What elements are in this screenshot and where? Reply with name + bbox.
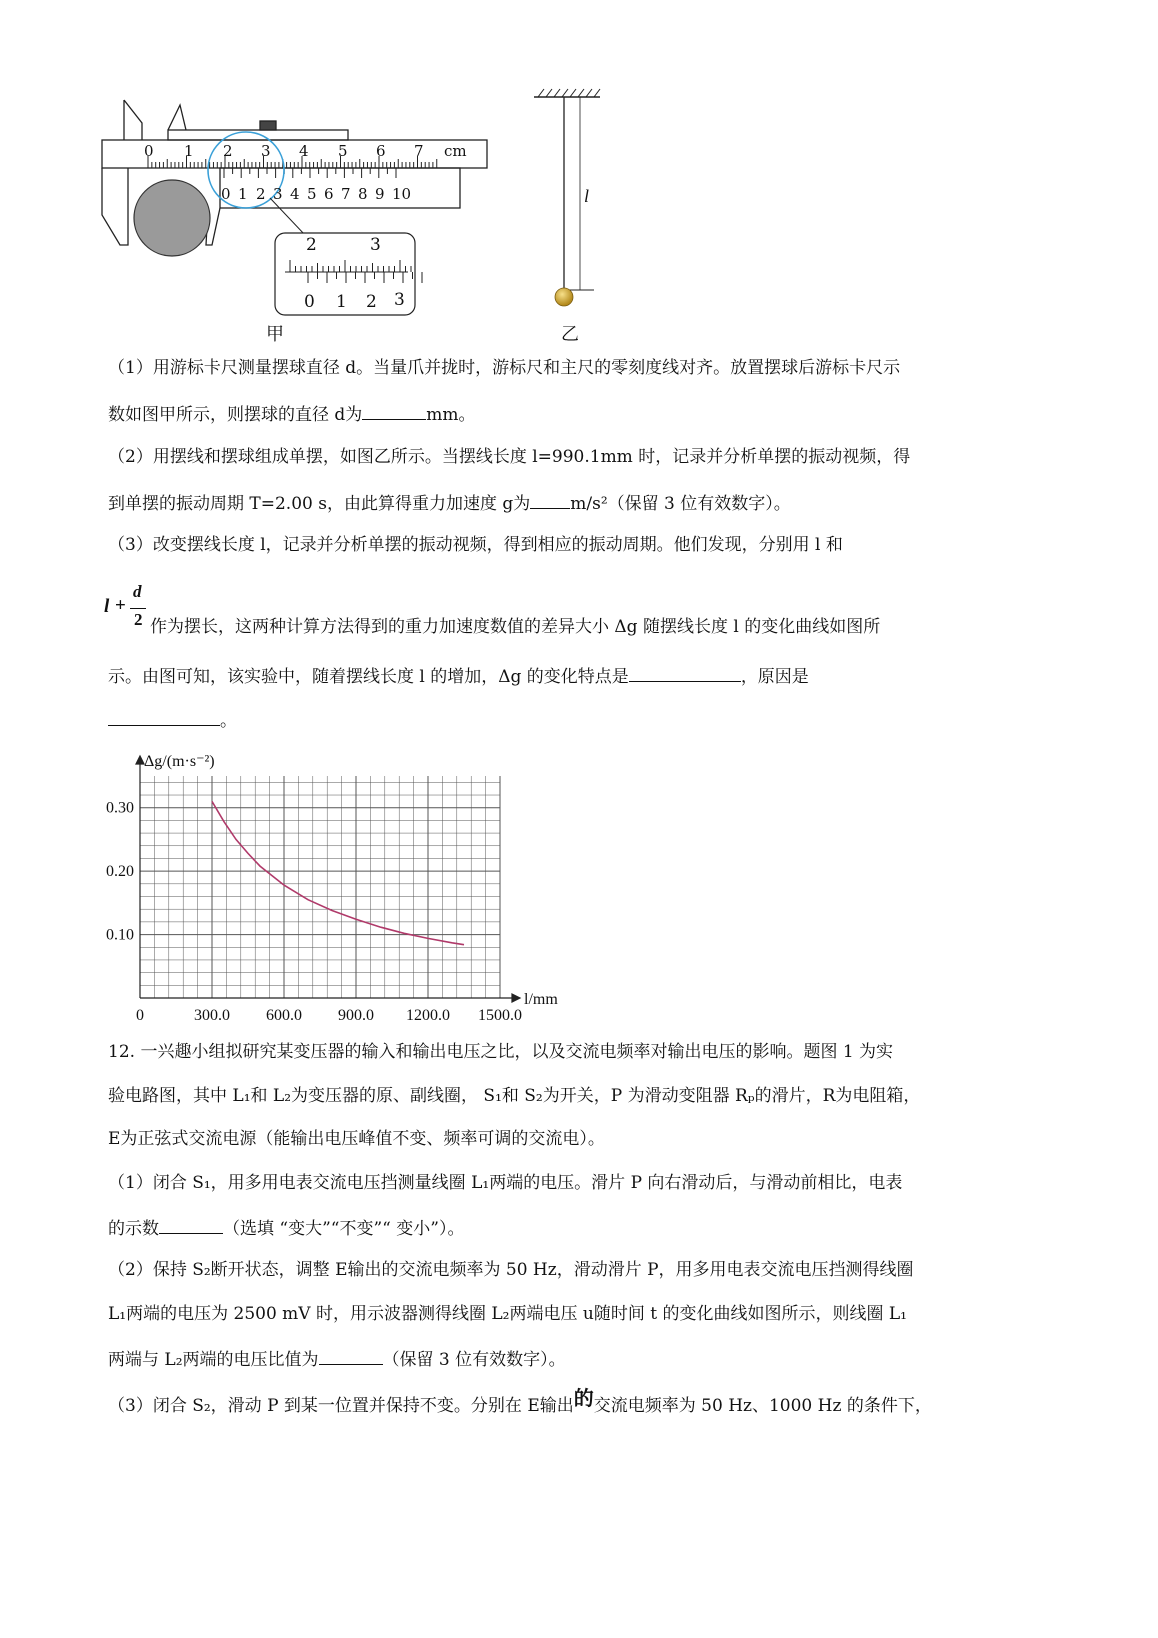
x-tick-label: 1200.0 xyxy=(406,1007,450,1024)
vernier-1: 1 xyxy=(238,185,248,203)
answer-blank-diameter[interactable] xyxy=(362,401,426,420)
main-scale-unit: cm xyxy=(444,142,467,160)
x-tick-label: 600.0 xyxy=(266,1007,302,1024)
ball-image xyxy=(134,180,210,256)
x-tick-label: 900.0 xyxy=(338,1007,374,1024)
q11-p3-line3: 示。由图可知，该实验中，随着摆线长度 l 的增加，Δg 的变化特点是 ，原因是 xyxy=(108,663,809,689)
vernier-9: 9 xyxy=(375,185,385,203)
q11-p1-line2: 数如图甲所示，则摆球的直径 d为 mm。 xyxy=(108,401,476,427)
zoom-vernier-2: 2 xyxy=(366,292,377,312)
q12-p2-line1: （2）保持 S₂断开状态，调整 E输出的交流电频率为 50 Hz，滑动滑片 P，用多用电表交流电压挡测得线圈 xyxy=(108,1260,914,1280)
delta-g-chart xyxy=(96,748,576,1028)
vernier-3: 3 xyxy=(273,185,283,203)
main-scale-3: 3 xyxy=(261,142,271,160)
zoom-vernier-3: 3 xyxy=(394,290,405,310)
answer-blank-reading[interactable] xyxy=(159,1215,223,1234)
vernier-5: 5 xyxy=(307,185,317,203)
q12-intro-line1: 12. 一兴趣小组拟研究某变压器的输入和输出电压之比，以及交流电频率对输出电压的影响。题图 1 为实 xyxy=(108,1042,894,1062)
q11-p2-line2: 到单摆的振动周期 T=2.00 s，由此算得重力加速度 g为 m/s²（保留 3 位有效数字）。 xyxy=(108,490,791,516)
zoom-main-2: 2 xyxy=(306,235,317,255)
answer-blank-trend[interactable] xyxy=(629,663,741,682)
pendulum-caption: 乙 xyxy=(561,324,579,345)
x-tick-label: 0 xyxy=(136,1007,144,1024)
answer-blank-reason[interactable] xyxy=(108,707,220,726)
main-scale-2: 2 xyxy=(223,142,233,160)
caliper-caption: 甲 xyxy=(266,324,284,345)
zoom-vernier-0: 0 xyxy=(304,292,315,312)
q12-p3-line1: （3）闭合 S₂，滑动 P 到某一位置并保持不变。分别在 E输出的交流电频率为 50 Hz、1000 Hz 的条件下， xyxy=(108,1386,932,1416)
pendulum-figure xyxy=(528,85,608,315)
q11-p3-line2: 作为摆长，这两种计算方法得到的重力加速度数值的差异大小 Δg 随摆线长度 l 的变化曲线如图所 xyxy=(150,617,881,637)
pendulum-bob xyxy=(555,288,573,306)
x-tick-label: 1500.0 xyxy=(478,1007,522,1024)
q12-p1-line1: （1）闭合 S₁，用多用电表交流电压挡测量线圈 L₁两端的电压。滑片 P 向右滑动后，与滑动前相比，电表 xyxy=(108,1173,903,1193)
vernier-8: 8 xyxy=(358,185,368,203)
q11-p3-line4: 。 xyxy=(108,707,237,733)
y-tick-label: 0.30 xyxy=(106,799,134,817)
y-tick-label: 0.10 xyxy=(106,926,134,944)
vernier-2: 2 xyxy=(256,185,266,203)
formula-l-plus-d-over-2: l + d 2 xyxy=(104,582,152,638)
main-scale-5: 5 xyxy=(338,142,348,160)
q11-p3-line1: （3）改变摆线长度 l，记录并分析单摆的振动视频，得到相应的振动周期。他们发现，分别用 l 和 xyxy=(108,535,843,555)
x-tick-label: 300.0 xyxy=(194,1007,230,1024)
vernier-4: 4 xyxy=(290,185,300,203)
q12-p2-line2: L₁两端的电压为 2500 mV 时，用示波器测得线圈 L₂两端电压 u随时间 t 的变化曲线如图所示，则线圈 L₁ xyxy=(108,1304,907,1324)
main-scale-1: 1 xyxy=(184,142,194,160)
vernier-0: 0 xyxy=(221,185,231,203)
q12-intro-line3: E为正弦式交流电源（能输出电压峰值不变、频率可调的交流电）。 xyxy=(108,1129,605,1149)
zoom-vernier-1: 1 xyxy=(336,292,347,312)
main-scale-7: 7 xyxy=(414,142,424,160)
q12-p2-line3: 两端与 L₂两端的电压比值为 （保留 3 位有效数字）。 xyxy=(108,1346,566,1372)
y-tick-label: 0.20 xyxy=(106,863,134,881)
y-axis-label: Δg/(m·s⁻²) xyxy=(144,753,215,770)
pendulum-length-label: l xyxy=(584,186,590,206)
caliper-figure xyxy=(100,95,500,350)
main-scale-6: 6 xyxy=(376,142,386,160)
vernier-10: 10 xyxy=(392,185,412,203)
main-scale-0: 0 xyxy=(144,142,154,160)
vernier-6: 6 xyxy=(324,185,334,203)
series-line-delta-g xyxy=(212,801,464,944)
q12-p1-line2: 的示数 （选填 “变大”“不变”“ 变小”）。 xyxy=(108,1215,464,1241)
main-scale-4: 4 xyxy=(299,142,309,160)
zoom-main-3: 3 xyxy=(370,235,381,255)
answer-blank-ratio[interactable] xyxy=(319,1346,383,1365)
q12-intro-line2: 验电路图，其中 L₁和 L₂为变压器的原、副线圈， S₁和 S₂为开关，P 为滑动变阻器 Rₚ的滑片，R为电阻箱， xyxy=(108,1086,921,1106)
q11-p2-line1: （2）用摆线和摆球组成单摆，如图乙所示。当摆线长度 l=990.1mm 时，记录并分析单摆的振动视频，得 xyxy=(108,447,911,467)
vernier-7: 7 xyxy=(341,185,351,203)
q11-p1-line1: （1）用游标卡尺测量摆球直径 d。当量爪并拢时，游标尺和主尺的零刻度线对齐。放置摆球后游标卡尺示 xyxy=(108,358,901,378)
answer-blank-g[interactable] xyxy=(530,490,570,509)
x-axis-label: l/mm xyxy=(524,991,558,1008)
